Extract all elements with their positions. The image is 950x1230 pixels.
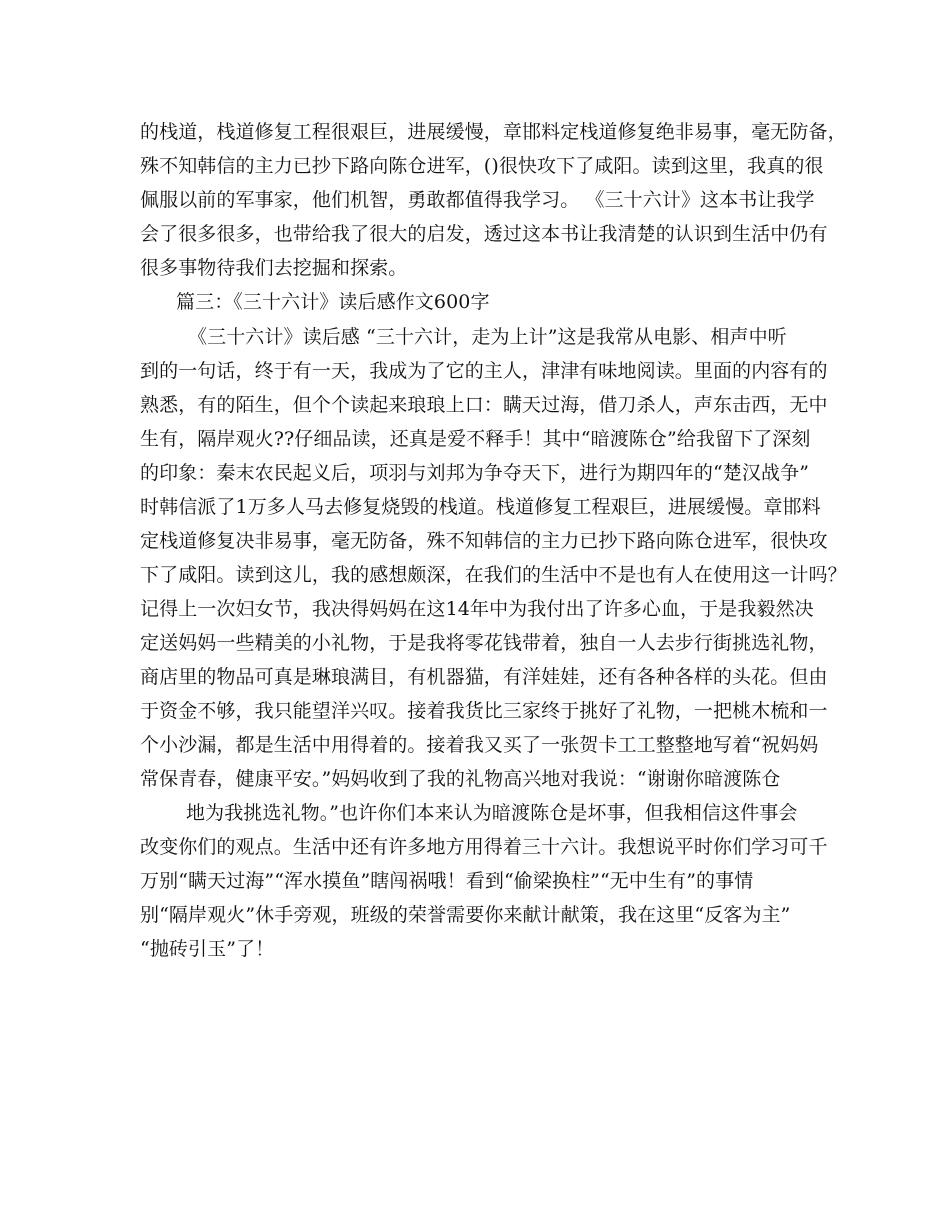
text-line: 下了咸阳。读到这儿，我的感想颇深，在我们的生活中不是也有人在使用这一计吗？: [140, 564, 847, 586]
text-line: 定送妈妈一些精美的小礼物，于是我将零花钱带着，独自一人去步行街挑选礼物，: [140, 632, 828, 654]
text-line: 很多事物待我们去挖掘和探索。: [140, 257, 408, 279]
text-line: 记得上一次妇女节，我决得妈妈在这14年中为我付出了许多心血，于是我毅然决: [140, 598, 814, 620]
text-line: 熟悉，有的陌生，但个个读起来琅琅上口：瞒天过海，借刀杀人，声东击西，无中: [140, 394, 828, 416]
text-line: 殊不知韩信的主力已抄下路向陈仓进军，()很快攻下了咸阳。读到这里，我真的很: [140, 155, 824, 177]
text-line: 地为我挑选礼物。”也许你们本来认为暗渡陈仓是坏事，但我相信这件事会: [186, 802, 798, 824]
text-line: 的印象：秦末农民起义后，项羽与刘邦为争夺天下，进行为期四年的“楚汉战争”: [140, 462, 810, 484]
text-line: 定栈道修复决非易事，毫无防备，殊不知韩信的主力已抄下路向陈仓进军，很快攻: [140, 530, 828, 552]
text-line: 的栈道，栈道修复工程很艰巨，进展缓慢，章邯料定栈道修复绝非易事，毫无防备，: [140, 121, 847, 143]
text-line: 生有，隔岸观火??仔细品读，还真是爱不释手！其中“暗渡陈仓”给我留下了深刻: [140, 428, 811, 450]
text-line: “抛砖引玉”了！: [140, 938, 275, 960]
text-line: 佩服以前的军事家，他们机智，勇敢都值得我学习。 《三十六计》这本书让我学: [140, 189, 815, 211]
text-line: 时韩信派了1万多人马去修复烧毁的栈道。栈道修复工程艰巨，进展缓慢。章邯料: [140, 496, 821, 518]
text-line: 万别“瞒天过海”“浑水摸鱼”瞎闯祸哦！看到“偷梁换柱”“无中生有”的事情: [140, 870, 754, 892]
text-line: 个小沙漏，都是生活中用得着的。接着我又买了一张贺卡工工整整地写着“祝妈妈: [140, 734, 819, 756]
text-line: 会了很多很多，也带给我了很大的启发，透过这本书让我清楚的认识到生活中仍有: [140, 223, 828, 245]
text-line: 商店里的物品可真是琳琅满目，有机器猫，有洋娃娃，还有各种各样的头花。但由: [140, 666, 828, 688]
text-line: 到的一句话，终于有一天，我成为了它的主人，津津有味地阅读。里面的内容有的: [140, 360, 828, 382]
text-line: 《三十六计》读后感 “三十六计，走为上计”这是我常从电影、相声中听: [188, 326, 787, 348]
text-line: 别“隔岸观火”休手旁观，班级的荣誉需要你来献计献策，我在这里“反客为主”: [140, 904, 791, 926]
text-line: 于资金不够，我只能望洋兴叹。接着我货比三家终于挑好了礼物，一把桃木梳和一: [140, 700, 828, 722]
text-line: 改变你们的观点。生活中还有许多地方用得着三十六计。我想说平时你们学习可千: [140, 836, 828, 858]
text-line: 常保青春，健康平安。”妈妈收到了我的礼物高兴地对我说：“谢谢你暗渡陈仓: [140, 768, 781, 790]
section-heading: 篇三：《三十六计》读后感作文600字: [176, 291, 490, 313]
